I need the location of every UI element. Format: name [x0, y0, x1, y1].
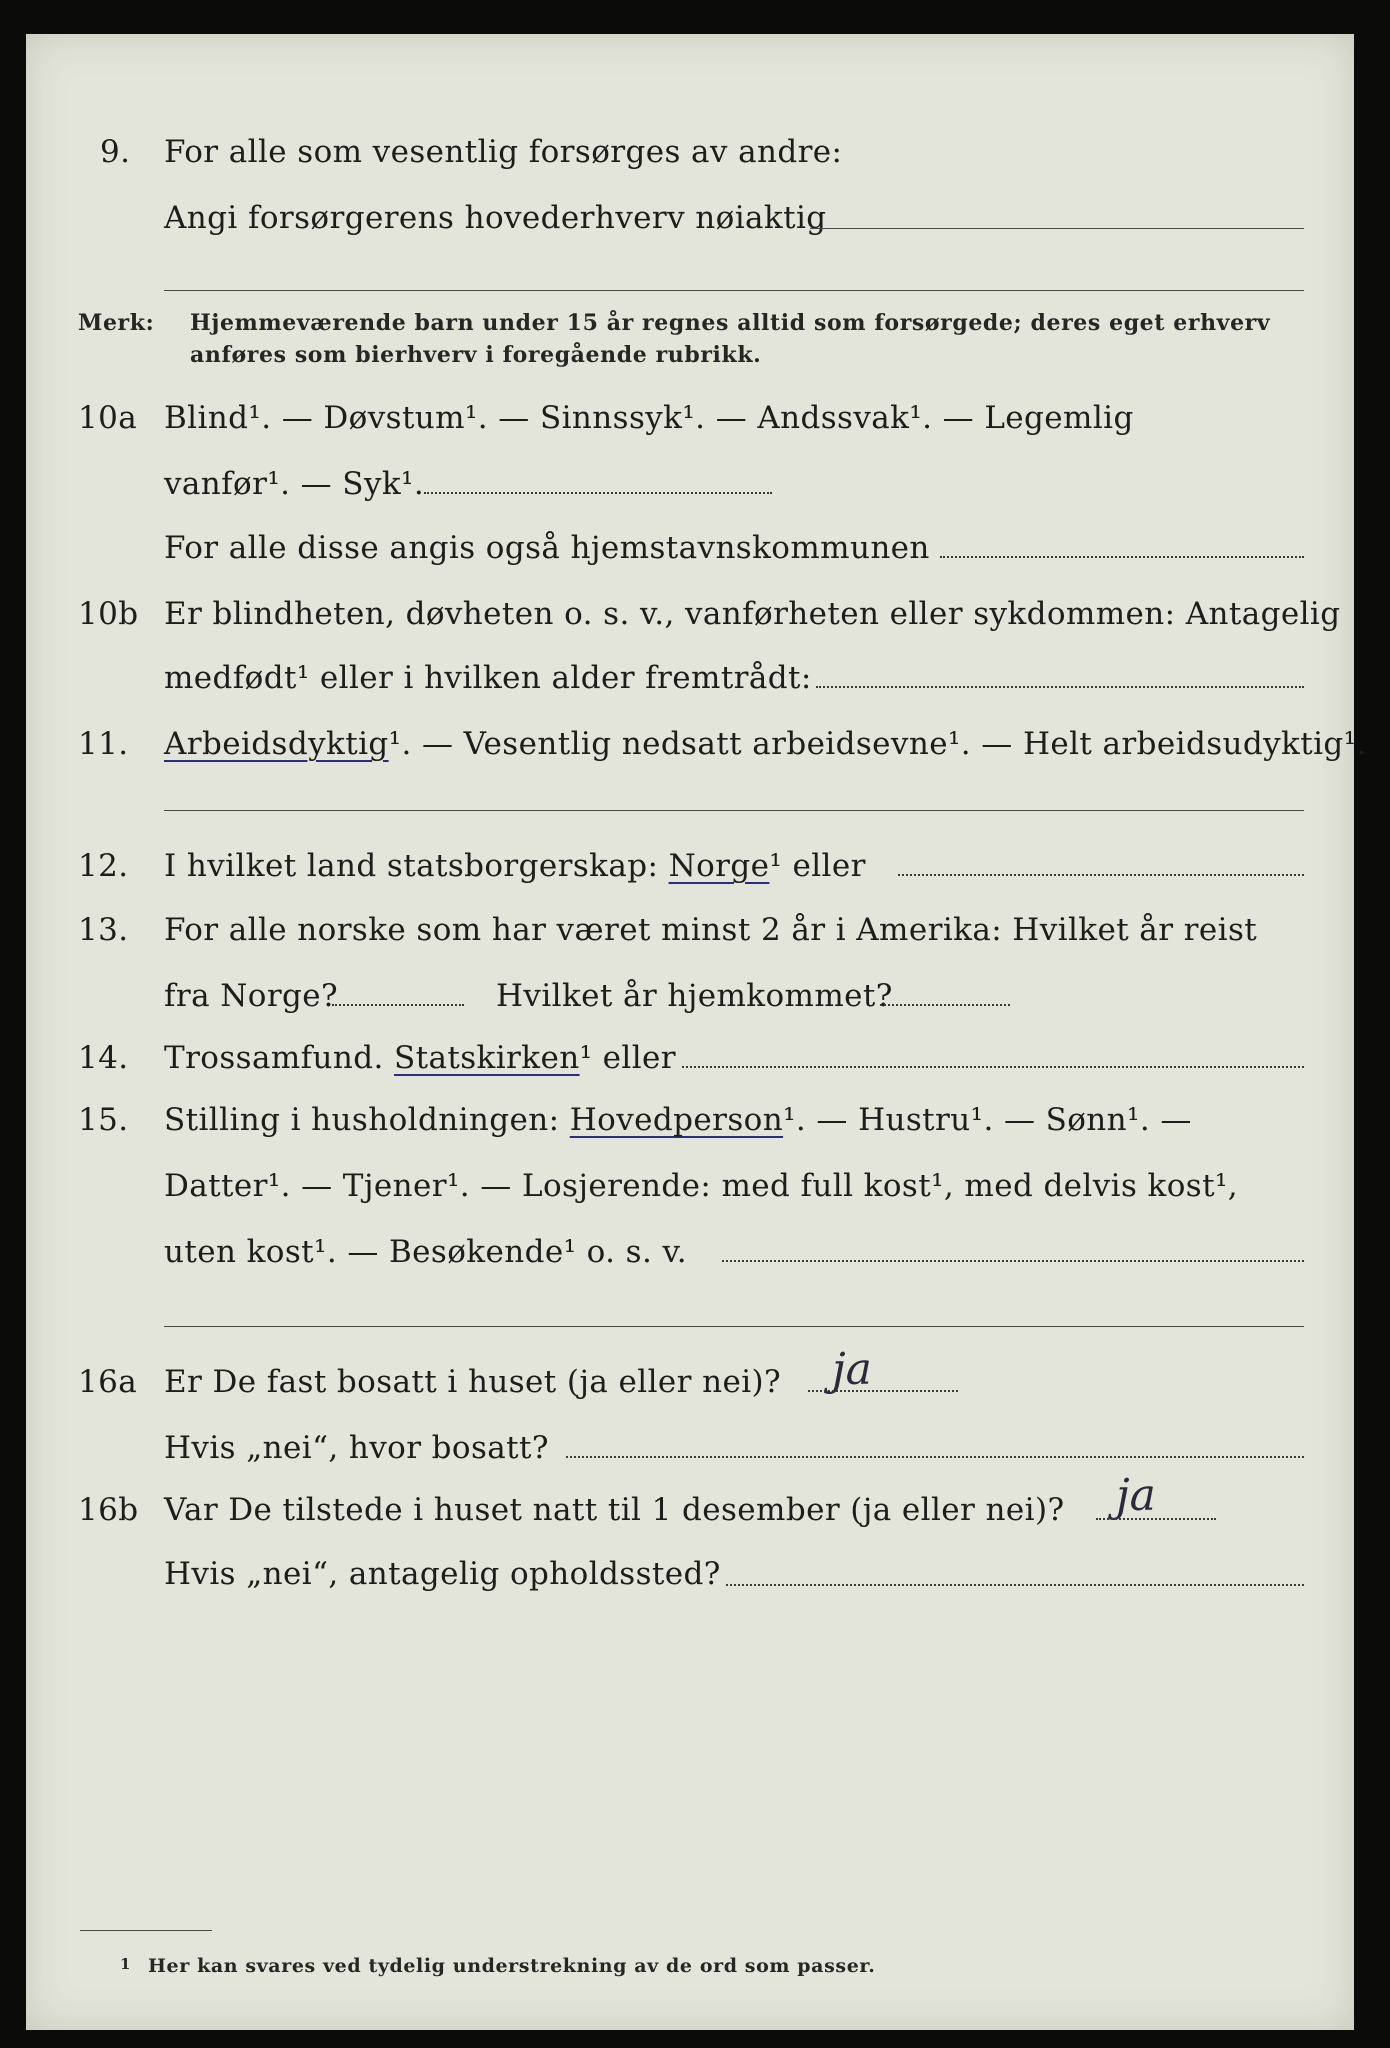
q10b-number: 10b	[78, 596, 139, 632]
q15-after: ¹. — Hustru¹. — Sønn¹. —	[783, 1102, 1192, 1138]
q14-number: 14.	[78, 1040, 129, 1076]
q14-answer-line[interactable]	[682, 1066, 1304, 1068]
q9-line1: For alle som vesentlig forsørges av andre:	[164, 134, 843, 170]
q16a-line1: Er De fast bosatt i huset (ja eller nei)?	[164, 1364, 782, 1400]
q12-after: ¹ eller	[769, 848, 866, 884]
q15-line2: Datter¹. — Tjener¹. — Losjerende: med full kost¹, med delvis kost¹,	[164, 1168, 1239, 1204]
q13-line2a: fra Norge?	[164, 978, 339, 1014]
q10a-kommune-line[interactable]	[940, 556, 1304, 558]
q16a-number: 16a	[78, 1364, 138, 1400]
q16b-number: 16b	[78, 1492, 139, 1528]
q16b-line1: Var De tilstede i huset natt til 1 desember (ja eller nei)?	[164, 1492, 1065, 1528]
q15-line3: uten kost¹. — Besøkende¹ o. s. v.	[164, 1234, 687, 1270]
q16a-handwritten-answer[interactable]: ja	[832, 1344, 872, 1395]
q14-line	[164, 1038, 676, 1078]
q11-line	[164, 724, 1367, 764]
q9-answer-line-2[interactable]	[164, 290, 1304, 291]
q15-line1	[164, 1100, 1192, 1140]
q15-before: Stilling i husholdningen:	[164, 1102, 570, 1138]
q13-line1: For alle norske som har været minst 2 år i Amerika: Hvilket år reist	[164, 912, 1258, 948]
q15-underlined-hovedperson[interactable]: Hovedperson	[569, 1102, 784, 1138]
footnote-mark: 1	[120, 1955, 132, 1973]
merk-label: Merk:	[78, 310, 155, 336]
merk-line1: Hjemmeværende barn under 15 år regnes alltid som forsørgede; deres eget erhverv	[190, 310, 1271, 336]
q12-line	[164, 846, 866, 886]
q12-before: I hvilket land statsborgerskap:	[164, 848, 669, 884]
q12-underlined-norge[interactable]: Norge	[668, 848, 770, 884]
q10a-number: 10a	[78, 400, 138, 436]
q11-answer-line[interactable]	[164, 810, 1304, 811]
q10b-line1: Er blindheten, døvheten o. s. v., vanførheten eller sykdommen: Antagelig	[164, 596, 1341, 632]
q11-rest: ¹. — Vesentlig nedsatt arbeidsevne¹. — Helt arbeidsudyktig¹.	[388, 726, 1367, 762]
q11-underlined-arbeidsdyktig[interactable]: Arbeidsdyktig	[164, 726, 389, 762]
q13-number: 13.	[78, 912, 129, 948]
q15-number: 15.	[78, 1102, 129, 1138]
q14-before: Trossamfund.	[164, 1040, 395, 1076]
q14-underlined-statskirken[interactable]: Statskirken	[394, 1040, 580, 1076]
q9-answer-line[interactable]	[810, 228, 1304, 229]
q15-answer-line[interactable]	[722, 1260, 1304, 1262]
merk-line2: anføres som bierhverv i foregående rubrikk.	[190, 342, 762, 368]
q15-answer-line-2[interactable]	[164, 1326, 1304, 1327]
q16a-answer-line[interactable]	[808, 1390, 958, 1392]
q16a-line2: Hvis „nei“, hvor bosatt?	[164, 1430, 549, 1466]
q10a-line2: vanfør¹. — Syk¹.	[164, 466, 425, 502]
q10a-line1: Blind¹. — Døvstum¹. — Sinnssyk¹. — Andssvak¹. — Legemlig	[164, 400, 1134, 436]
q12-number: 12.	[78, 848, 129, 884]
q10a-line3: For alle disse angis også hjemstavnskommunen	[164, 530, 930, 566]
census-form-page	[26, 34, 1367, 2030]
q11-number: 11.	[78, 726, 129, 762]
footnote-separator	[80, 1930, 212, 1931]
q10b-answer-line[interactable]	[816, 686, 1304, 688]
footnote-text: Her kan svares ved tydelig understrekning av de ord som passer.	[148, 1955, 876, 1977]
q16b-answer-line[interactable]	[1096, 1518, 1216, 1520]
q9-number: 9.	[100, 134, 131, 170]
q12-answer-line[interactable]	[898, 874, 1304, 876]
q13-reist-line[interactable]	[332, 1004, 464, 1006]
q13-hjemkommet-line[interactable]	[880, 1004, 1010, 1006]
q16b-line2: Hvis „nei“, antagelig opholdssted?	[164, 1556, 721, 1592]
q16b-opholdssted-line[interactable]	[726, 1584, 1304, 1586]
q14-after: ¹ eller	[579, 1040, 676, 1076]
q16a-bosatt-line[interactable]	[566, 1456, 1304, 1458]
q10b-line2: medfødt¹ eller i hvilken alder fremtrådt:	[164, 660, 812, 696]
q10a-syk-line[interactable]	[424, 492, 772, 494]
q9-line2: Angi forsørgerens hovederhverv nøiaktig	[164, 200, 827, 236]
q16b-handwritten-answer[interactable]: ja	[1116, 1470, 1156, 1521]
q13-line2b: Hvilket år hjemkommet?	[496, 978, 893, 1014]
